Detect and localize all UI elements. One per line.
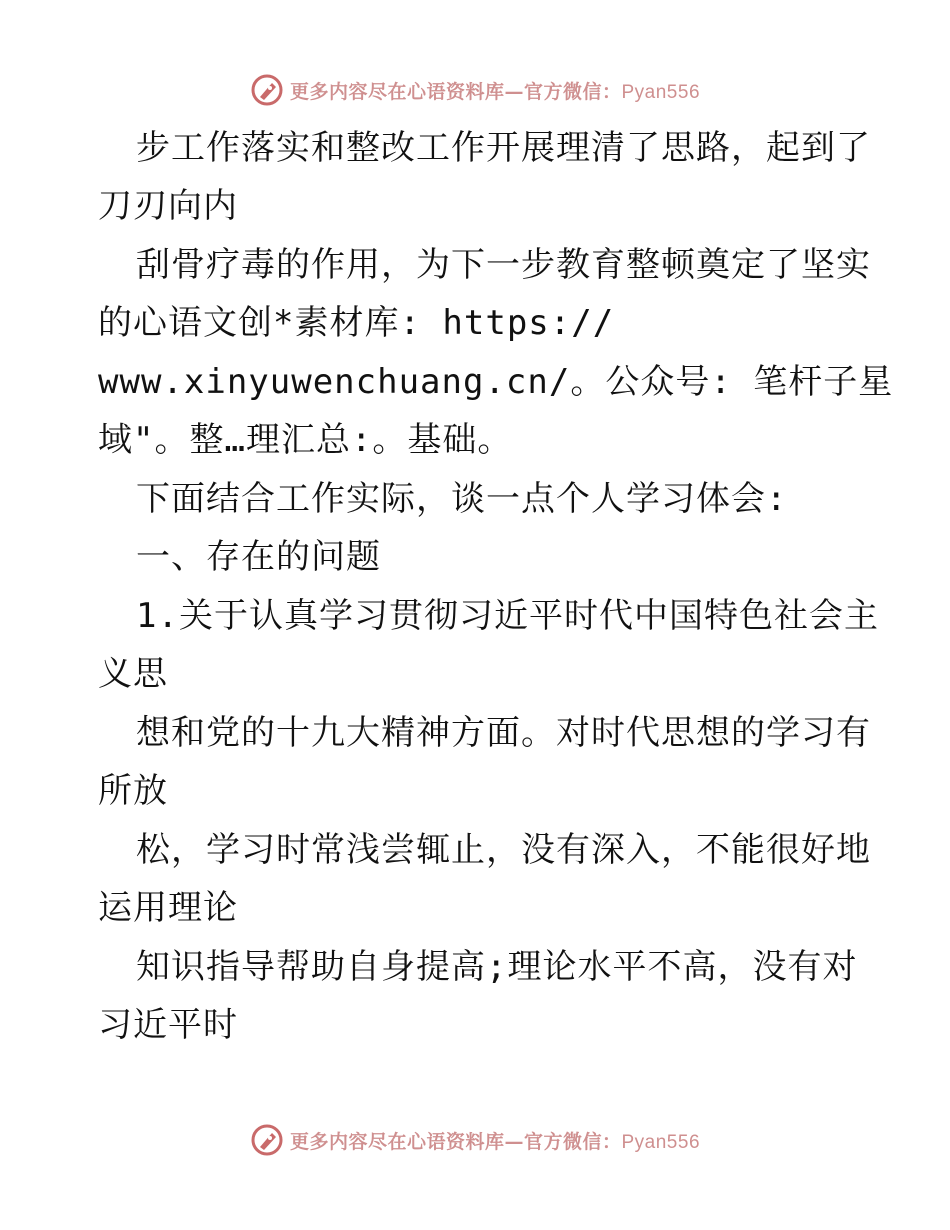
watermark-text: 更多内容尽在心语资料库—官方微信：Pyan556 <box>289 1130 701 1153</box>
paragraph-line: 的心语文创*素材库: https:// <box>98 303 615 343</box>
paragraph-line: 下面结合工作实际，谈一点个人学习体会: <box>136 479 788 519</box>
paragraph-line: 知识指导帮助自身提高;理论水平不高，没有对 <box>136 947 858 987</box>
footer-watermark <box>0 1120 950 1160</box>
paragraph-line: 域"。整…理汇总:。基础。 <box>98 420 513 460</box>
paragraph-line: 1.关于认真学习贯彻习近平时代中国特色社会主 <box>136 596 879 636</box>
paragraph-line: 步工作落实和整改工作开展理清了思路，起到了 <box>136 128 871 168</box>
paragraph-line: 运用理论 <box>98 888 238 928</box>
paragraph-line: 松，学习时常浅尝辄止，没有深入，不能很好地 <box>136 830 871 870</box>
paragraph-line: www.xinyuwenchuang.cn/。公众号: 笔杆子星 <box>98 362 894 402</box>
watermark-text: 更多内容尽在心语资料库—官方微信：Pyan556 <box>289 80 701 103</box>
paragraph-line: 习近平时 <box>98 1005 238 1045</box>
paragraph-line: 所放 <box>98 771 168 811</box>
paragraph-line: 义思 <box>98 654 168 694</box>
paragraph-line: 刮骨疗毒的作用，为下一步教育整顿奠定了坚实 <box>136 245 871 285</box>
paragraph-line: 刀刃向内 <box>98 186 238 226</box>
section-heading: 一、存在的问题 <box>136 537 381 577</box>
pen-nib-circle-icon <box>250 1123 284 1157</box>
paragraph-line: 想和党的十九大精神方面。对时代思想的学习有 <box>136 713 871 753</box>
